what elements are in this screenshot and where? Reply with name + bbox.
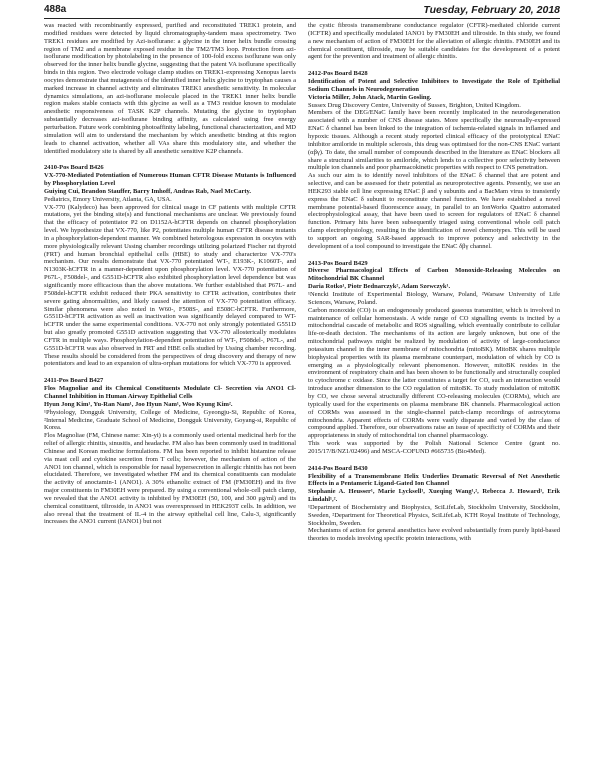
abstract-2413 [308, 260, 560, 456]
right-column [308, 22, 560, 772]
abstract-affiliation: ¹Nencki Institute of Experimental Biology, Warsaw, Poland, ²Warsaw University of Life Sciences, Warsaw, Poland. [308, 291, 560, 306]
abstract-affiliation: ¹Department of Biochemistry and Biophysics, SciLifeLab, Stockholm University, Stockholm, Sweden, ²Department for Theoretical Physics, SciLifeLab, KTH Royal Institute of Technology, Stockholm, Sweden. [308, 503, 560, 527]
abstract-authors: Hyun Jong Kim¹, Yu-Ran Nam¹, Joo Hyun Nam¹, Woo Kyung Kim². [44, 400, 233, 408]
continued-abstract-text: the cystic fibrosis transmembrane conductance regulator (CFTR)-mediated chloride current (ICFTR) and specifically modulated IANO1 by FM30EH and tiliroside. In this study, we found a new mechanism of action of FM30EH for the alleviation of allergic rhinitis. FM30EH and its chemical constituent, tiliroside, may be suitable candidates for the development of a potent agent for the prevention and treatment of allergic rhinitis. [308, 22, 560, 61]
abstract-2414 [308, 465, 560, 543]
abstract-paragraph: As such our aim is to identify novel inhibitors of the ENaC δ channel that are potent and selective, and can be assessed for their potential as neuroprotective agents. Presently, we use an HEK293 stable cell line expressing ENaC β and γ subunits and a BacMam virus to transiently express the ENaC δ subunit to reconstitute channel function. We have established a novel membrane potential-based fluorescence assay, in parallel to an IonWorks Quattro automated electrophysiological assay, that have been used to screen for regulators of ENaC δ channel function. Primary hits have been subsequently triaged using conventional whole cell patch clamp electrophysiology, resulting in the identification of novel chemotypes. This will be used to support an ongoing SAR-based approach to improve potency and selectivity in the development of a tool compound to investigate the ENaC δβγ channel. [308, 172, 560, 250]
abstract-authors: Daria Rotko¹, Piotr Bednarczyk², Adam Szewczyk¹. [308, 283, 451, 291]
abstract-authors: Victoria Miller, John Atack, Martin Gosling. [308, 93, 432, 101]
abstract-title: Identification of Potent and Selective Inhibitors to Investigate the Role of Epithelial Sodium Channels in Neurodegeneration [308, 78, 560, 93]
abstract-title: VX-770-Mediated Potentiation of Numerous Human CFTR Disease Mutants is Influenced by Phosphorylation Level [44, 172, 296, 188]
abstract-body [44, 432, 296, 526]
abstract-title: Flexibility of a Transmembrane Helix Underlies Dramatic Reversal of Net Anesthetic Effects in a Pentameric Ligand-Gated Ion Channel [308, 472, 560, 488]
abstract-authors: Guiying Cui, Brandon Stauffer, Barry Imhoff, Andras Rab, Nael McCarty. [44, 187, 252, 195]
continued-abstract-text: was reacted with recombinantly expressed, purified and reconstituted TREK1 protein, and modified residues were detected by liquid chromatography-tandem mass spectrometry. Two TREK1 residues are modified by Azi-isoflurane: a glycine in the inner helix bundle crossing region of TM2 and a membrane exposed residue in the TM2/TM3 loop. Protection from azi-isoflurane modification by photolabeling in the presence of 100-fold excess isoflurane was only observed for the inner helix bundle glycine, suggesting that the patent VA isoflurane specifically binds in this region. Two electrode voltage clamp studies on TREK1-expressing Xenopus laevis oocytes demonstrate that mutagenesis of the identified inner helix glycine to tryptophan causes a marked increase in channel activity and eliminates TREK1 anesthetic sensitivity. In molecular dynamics simulations, an azi-isoflurane molecule placed in the TREK1 inner helix bundle region makes stable contacts with this glycine as well as a TM3 residue known to modulate anesthetic responsiveness of TASK K2P channels. Mutating the glycine to tryptophan substantially decreases azi-isoflurane binding affinity, as calculated using free energy perturbation. Future work combining photoaffinity labeling, functional characterization, and MD simulation will aim to understand the mechanism by which anesthetic binding at this region leads to channel activation, whether all VAs share this modulatory site, and whether the identified modulatory site is shared by all anesthetic sensitive K2P channels. [44, 22, 296, 155]
abstract-id: 2413-Pos Board B429 [308, 259, 368, 267]
abstract-2411 [44, 377, 296, 526]
abstract-body [308, 307, 560, 456]
abstract-title: Diverse Pharmacological Effects of Carbon Monoxide-Releasing Molecules on Mitochondrial BK Channel [308, 267, 560, 283]
abstract-2412 [308, 70, 560, 250]
abstract-paragraph: Carbon monoxide (CO) is an endogenously produced gaseous transmitter, which is involved in maintenance of cellular homeostasis. A wide range of CO signalling events is incited by a mitochondrial cascade of metabolic and ROS signalling, which eventually contribute to cellular life-or-death decision. The mechanisms of its action are largely unknown, but one of the mitochondrial pathways might be realized by modulation of activity of large-conductance potassium channel in the inner membrane of mitochondria (mitoBK). MitoBK shares multiple biophysical properties with its plasma membrane counterpart, modulation of which by CO is emerging as a physiologically relevant phenomenon. However, mitoBK resides in the environment of respiratory chain and has been shown to be functionally and structurally coupled to cytochrome c oxidase. Since the latter constitutes a target for CO, such an interaction would introduce another dimension to the CO regulation of mitoBK. To study modulation of mitoBK by CO, we chose several structurally different CO-releasing molecules (CORMs), which are typically used for the experiments on plasma membrane BK channels. Pharmacological action of CORMs was assessed in the single-channel patch-clamp recordings of astrocytoma mitochondria. Apparent effects of CORMs were vastly disparate and varied by the class of compound applied. Therefore, our observations raise an issue of specificity of CORMs and their appropriateness in study of mitochondrial ion channel pharmacology. [308, 306, 560, 440]
abstract-title: Flos Magnoliae and its Chemical Constituents Modulate Cl- Secretion via ANO1 Cl- Channel Inhibition in Human Airway Epithelial Cells [44, 385, 296, 400]
page-number: 488a [44, 4, 67, 15]
left-column [44, 22, 296, 772]
abstract-body [308, 527, 560, 543]
abstract-affiliation: Sussex Drug Discovery Centre, University of Sussex, Brighton, United Kingdom. [308, 101, 521, 109]
abstract-affiliation: ¹Physiology, Dongguk University, College of Medicine, Gyeongju-Si, Republic of Korea, ²Internal Medicine, Graduate School of Medicine, Dongguk University, Goyang-si, Republic of Korea. [44, 408, 296, 432]
abstract-2410 [44, 164, 296, 368]
abstract-authors: Stephanie A. Heusser¹, Marie Lycksell¹, Xueqing Wang¹,², Rebecca J. Howard¹, Erik Lindahl¹,². [308, 488, 560, 504]
abstract-id: 2411-Pos Board B427 [44, 377, 104, 385]
abstract-body [308, 109, 560, 250]
abstract-id: 2410-Pos Board B426 [44, 164, 104, 172]
abstract-paragraph: Flos Magnoliae (FM, Chinese name: Xin-yi) is a commonly used oriental medicinal herb for the relief of allergic rhinitis, sinusitis, and headache. FM also has been commonly used in traditional Chinese and Korean medicine formulations. FM has been reported to inhibit histamine release via mast cell and cytokine secretion from T cells; however, the mechanism of action of the ANO1 ion channel, which is responsible for nasal hypersecretion in allergic rhinitis has not been elucidated. Therefore, we investigated whether FM and its chemical constituents can modulate the activity of anoctamin-1 (ANO1). A 30% ethanolic extract of FM (FM30EH) and its five major constituents in FM30EH were prepared. By using a conventional whole-cell patch clamp, we revealed that the ANO1 activity is inhibited by FM30EH (50, 100, and 300 μg/ml) and its chemical constituent, tiliroside, in ANO1 was overexpressed in HEK293T cells. In addition, we also reveal that the treatment of IL-4 in the airway epithelial cell line, Calu-3, significantly increases the ANO1 current (IANO1) but not [44, 432, 296, 526]
page-header [44, 4, 560, 19]
abstract-paragraph: This work was supported by the Polish National Science Centre (grant no. 2015/17/B/NZ1/02496) and MSCA-COFUND #665735 (Bio4Med). [308, 440, 560, 455]
abstract-body [44, 204, 296, 369]
abstract-id: 2412-Pos Board B428 [308, 70, 368, 78]
abstract-paragraph: VX-770 (Kalydeco) has been approved for clinical usage in CF patients with multiple CFTR mutations, yet the binding site(s) and functional mechanisms are unclear. We previously found that the efficacy of potentiator P2 on D1152A-hCFTR depends on channel phosphorylation level. We hypothesize that VX-770, like P2, potentiates multiple human CFTR disease mutants in a phosphorylation-dependent manner. We combined heterologous expression in oocytes with more physiologically relevant Ussing chamber recordings utilizing polarized Fischer rat thyroid (FRT) and human bronchial epithelial cells (HBE) to study and characterize VX-770's mechanism. Our results demonstrate that VX-770 potentiated WT-, E193K-, K1060T-, and N1303K-hCFTR in a manner-dependent upon phosphorylation level. VX-770 potentiation of P67L-, F508del-, and G551D-hCFTR also exhibited phosphorylation level dependence but was significantly more efficacious than the above mutations. We further established that P67L- and F508del-hCFTR exhibit reduced their PKA sensitivity to CFTR activation, contributes their severe gating abnormalities, and likely caused the attention of VX-770 potentiation efficacy. Similar phenomena were also noted in W60-, F508S-, and E508C-hCFTR. Furthermore, G551D-hCFTR activation as well as inactivation was significantly delayed compared to WT-hCFTR under the same experimental conditions. VX-770 not only strongly potentiated G551D but also greatly promoted G551D activation suggesting that VX-770 allosterically modulates CFTR in multiple ways. Phosphorylation-dependent potentiation of WT-, F508del-, P67L-, and G551D-hCFTR was also observed in FRT and HBE cells studied by Ussing chamber recording. These results should be considered from the perspectives of drug discovery and therapy of new potentiators and lead to an expansion of ultra-orphan mutations for which VX-770 is approved. [44, 203, 296, 368]
issue-date: Tuesday, February 20, 2018 [423, 4, 560, 16]
abstract-affiliation: Pediatrics, Emory University, Atlanta, GA, USA. [44, 195, 172, 203]
abstract-paragraph: Members of the DEG/ENaC family have been recently implicated in the neurodegeneration associated with a number of CNS disease states. More specifically the neuronally-expressed ENaC δ channel has been linked to the integration of ischemia-related signals in inflamed and hypoxic tissues. Although a recent study reported clinical efficacy of the prototypical ENaC inhibitor amiloride in multiple sclerosis, this drug was optimised for the non-CNS ENaC variant (αβγ). To date, the small number of compounds described in the literature as ENaC blockers all share a structural similarities to amiloride, which lends to a collective poor selectivity between multiple ion channels and poor pharmacokinetic properties with respect to CNS penetration. [308, 109, 560, 172]
abstract-id: 2414-Pos Board B430 [308, 464, 368, 472]
abstract-paragraph: Mechanisms of action for general anesthetics have evolved substantially from purely lipid-based theories to models involving specific protein interactions, with [308, 527, 560, 543]
